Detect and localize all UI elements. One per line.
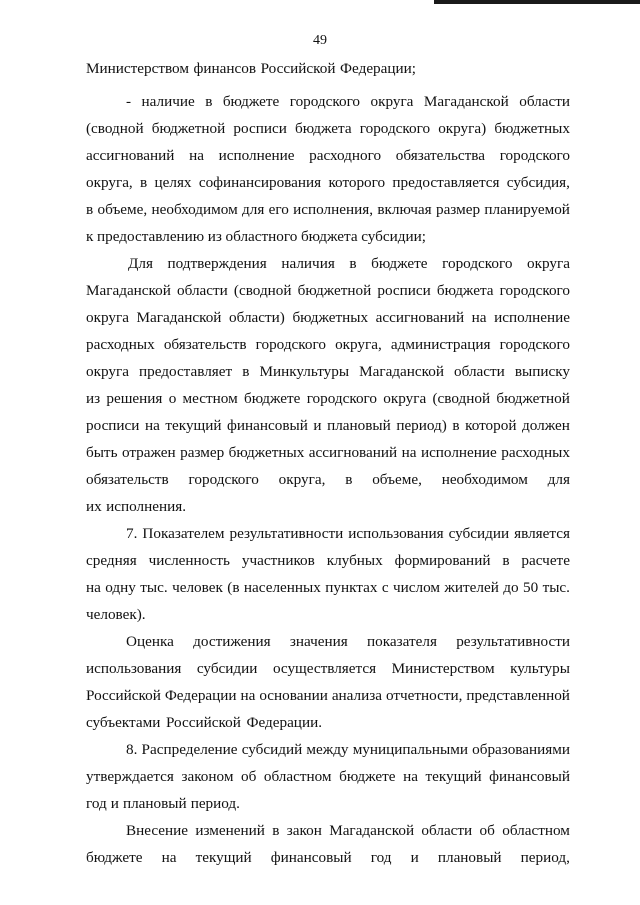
scan-edge-mark — [434, 0, 640, 4]
word: Российской — [165, 714, 241, 731]
word: на — [161, 849, 177, 866]
word: наличия — [281, 255, 335, 272]
word: обязательств — [163, 336, 247, 353]
word: расходных — [501, 444, 570, 461]
word: Министерством — [86, 60, 189, 77]
word: бюджета — [300, 228, 358, 245]
word: городского — [306, 390, 377, 407]
text-line — [126, 94, 570, 109]
word: предоставляет — [138, 363, 233, 380]
word: расходных — [86, 336, 155, 353]
word: Показателем — [142, 525, 225, 542]
word: муниципальными — [352, 741, 468, 758]
word: бюджете — [86, 849, 143, 866]
word: областного — [225, 228, 298, 245]
word: об — [240, 768, 257, 785]
word: в — [86, 201, 94, 218]
word: для — [547, 471, 570, 488]
word: Минкультуры — [259, 363, 350, 380]
word: Магаданской — [136, 309, 222, 326]
word: субъектами — [86, 714, 161, 731]
word: на — [144, 417, 160, 434]
word: жителей — [444, 579, 499, 596]
word: отражен — [121, 444, 176, 461]
word: Для — [128, 255, 153, 272]
word: - — [126, 93, 132, 110]
word: исполнение — [218, 147, 295, 164]
word: использования — [86, 660, 182, 677]
word: финансовый — [489, 768, 570, 785]
word: Российской — [86, 687, 161, 704]
text-line — [86, 499, 186, 514]
word: пунктах — [325, 579, 378, 596]
text-line — [126, 634, 570, 649]
word: обязательства — [395, 147, 486, 164]
word: использования — [348, 525, 444, 542]
word: обязательств — [86, 471, 169, 488]
word: финансовый — [270, 849, 352, 866]
word: культуры — [510, 660, 570, 677]
word: Внесение — [126, 822, 189, 839]
word: исполнения, — [293, 201, 374, 218]
word: и — [110, 795, 119, 812]
word: утверждается — [86, 768, 174, 785]
word: между — [306, 741, 349, 758]
word: округа) — [438, 120, 487, 137]
word: бюджете — [222, 93, 280, 110]
word: которой — [465, 417, 517, 434]
text-line — [86, 283, 570, 298]
text-line — [126, 742, 570, 757]
text-line — [86, 769, 570, 784]
word: субсидии — [196, 660, 258, 677]
word: образованиями — [472, 741, 570, 758]
word: субсидии — [448, 525, 510, 542]
word: расчете — [521, 552, 570, 569]
text-line — [86, 364, 570, 379]
word: бюджета — [436, 282, 494, 299]
word: к — [86, 228, 94, 245]
word: городского — [499, 147, 570, 164]
word: (сводной — [233, 282, 292, 299]
text-line — [86, 796, 240, 811]
word: тыс. — [140, 579, 168, 596]
text-line — [86, 850, 570, 865]
word: 8. — [126, 741, 138, 758]
word: ассигнований — [375, 309, 465, 326]
word: областном — [502, 822, 570, 839]
word: Магаданской — [423, 93, 509, 110]
word: субсидий — [241, 741, 303, 758]
word: его — [268, 201, 289, 218]
word: представленной — [466, 687, 570, 704]
word: средняя — [86, 552, 137, 569]
word: быть — [86, 444, 118, 461]
text-line — [86, 148, 570, 163]
word: в — [272, 822, 280, 839]
word: необходимом — [441, 471, 528, 488]
word: включая — [377, 201, 432, 218]
word: результативности — [229, 525, 344, 542]
word: плановый — [437, 849, 502, 866]
word: Магаданской — [359, 363, 444, 380]
word: отчетности, — [385, 687, 463, 704]
word: в — [242, 363, 250, 380]
text-line — [86, 661, 570, 676]
word: клубных — [326, 552, 383, 569]
word: о — [168, 390, 177, 407]
word: период) — [396, 417, 447, 434]
word: Магаданской — [329, 822, 415, 839]
word: расходного — [309, 147, 382, 164]
word: бюджетных — [228, 444, 305, 461]
word: округа — [383, 390, 427, 407]
word: на — [471, 309, 487, 326]
word: из — [207, 228, 222, 245]
word: показателя — [367, 633, 437, 650]
word: с — [381, 579, 389, 596]
word: предоставляется — [392, 174, 500, 191]
word: численность — [148, 552, 230, 569]
word: городского — [188, 471, 259, 488]
word: Магаданской — [86, 282, 171, 299]
word: решения — [106, 390, 163, 407]
word: (сводной — [432, 390, 491, 407]
word: на — [403, 768, 418, 785]
word: выписку — [514, 363, 570, 380]
word: из — [86, 390, 101, 407]
word: год — [86, 795, 107, 812]
text-line — [86, 445, 570, 460]
text-line — [86, 553, 570, 568]
word: результативности — [456, 633, 570, 650]
word: Министерством — [391, 660, 495, 677]
word: исполнение — [420, 444, 497, 461]
word: росписи — [233, 120, 287, 137]
word: в — [140, 174, 148, 191]
word: областном — [263, 768, 332, 785]
word: округа, — [278, 471, 326, 488]
word: плановый — [327, 417, 391, 434]
word: необходимом — [151, 201, 238, 218]
word: области — [177, 282, 228, 299]
word: в — [502, 552, 510, 569]
word: бюджета — [294, 120, 352, 137]
text-line — [86, 229, 426, 244]
word: бюджетных — [494, 120, 570, 137]
word: (в — [227, 579, 240, 596]
word: в — [452, 417, 460, 434]
word: участников — [241, 552, 315, 569]
word: в — [349, 255, 357, 272]
word: их — [86, 498, 102, 515]
word: бюджетных — [292, 309, 369, 326]
text-line — [86, 61, 416, 76]
word: области — [519, 93, 570, 110]
word: человек — [172, 579, 223, 596]
word: предоставлению — [97, 228, 205, 245]
word: округа — [527, 255, 570, 272]
text-line — [86, 688, 570, 703]
word: Федерации. — [246, 714, 322, 731]
text-line — [86, 337, 570, 352]
text-line — [126, 526, 570, 541]
word: округа, — [86, 174, 133, 191]
word: до — [503, 579, 519, 596]
word: должен — [522, 417, 570, 434]
word: области) — [229, 309, 285, 326]
word: изменений — [195, 822, 265, 839]
word: бюджете — [339, 768, 396, 785]
word: числом — [392, 579, 440, 596]
word: в — [205, 93, 213, 110]
word: финансовый — [227, 417, 308, 434]
word: софинансирования — [198, 174, 322, 191]
word: исполнение — [494, 309, 570, 326]
word: ассигнований — [86, 147, 175, 164]
word: человек). — [86, 606, 146, 623]
word: подтверждения — [167, 255, 267, 272]
word: ассигнований — [308, 444, 398, 461]
word: росписи — [377, 282, 431, 299]
word: городского — [499, 336, 570, 353]
word: Российской — [260, 60, 336, 77]
text-line — [86, 418, 570, 433]
word: финансов — [193, 60, 257, 77]
word: округа, — [335, 336, 382, 353]
word: Оценка — [126, 633, 174, 650]
word: является — [514, 525, 570, 542]
word: для — [242, 201, 265, 218]
text-line — [86, 715, 322, 730]
text-line — [128, 256, 570, 271]
text-line — [126, 823, 570, 838]
word: одну — [105, 579, 136, 596]
word: объеме, — [97, 201, 148, 218]
text-line — [86, 472, 570, 487]
word: наличие — [141, 93, 195, 110]
word: целях — [154, 174, 192, 191]
word: 7. — [126, 525, 138, 542]
word: бюджетной — [496, 390, 570, 407]
word: закон — [286, 822, 322, 839]
word: населенных — [243, 579, 321, 596]
word: росписи — [86, 417, 140, 434]
word: округа — [86, 309, 129, 326]
word: осуществляется — [272, 660, 377, 677]
word: объеме, — [372, 471, 422, 488]
word: 50 — [523, 579, 539, 596]
text-line — [86, 580, 570, 595]
text-line — [86, 310, 570, 325]
word: исполнения. — [106, 498, 186, 515]
word: планируемой — [484, 201, 570, 218]
word: период. — [190, 795, 240, 812]
text-line — [86, 391, 570, 406]
word: городского — [289, 93, 361, 110]
text-line — [86, 121, 570, 136]
word: субсидия, — [506, 174, 570, 191]
word: и — [313, 417, 322, 434]
text-line — [86, 175, 570, 190]
word: год — [370, 849, 392, 866]
word: на — [240, 687, 256, 704]
word: округа — [86, 363, 129, 380]
word: плановый — [122, 795, 187, 812]
word: достижения — [193, 633, 271, 650]
word: бюджете — [371, 255, 428, 272]
word: формирований — [394, 552, 491, 569]
word: бюджете — [243, 390, 301, 407]
word: местном — [182, 390, 238, 407]
word: субсидии; — [361, 228, 426, 245]
word: период, — [520, 849, 570, 866]
word: на — [189, 147, 204, 164]
page-number: 49 — [313, 33, 327, 48]
word: (сводной — [86, 120, 144, 137]
word: на — [401, 444, 417, 461]
word: которого — [328, 174, 386, 191]
word: основании — [259, 687, 328, 704]
word: области — [454, 363, 505, 380]
text-line — [86, 202, 570, 217]
word: тыс. — [542, 579, 570, 596]
word: анализа — [331, 687, 383, 704]
word: законом — [181, 768, 234, 785]
word: размер — [180, 444, 225, 461]
word: Федерации; — [340, 60, 416, 77]
word: размер — [435, 201, 481, 218]
word: текущий — [195, 849, 252, 866]
word: бюджетной — [297, 282, 372, 299]
word: городского — [359, 120, 431, 137]
word: администрация — [390, 336, 491, 353]
word: области — [421, 822, 473, 839]
word: городского — [499, 282, 570, 299]
word: Федерации — [164, 687, 237, 704]
word: Распределение — [141, 741, 238, 758]
text-line — [86, 607, 146, 622]
word: значения — [289, 633, 348, 650]
word: городского — [255, 336, 326, 353]
word: в — [345, 471, 353, 488]
word: бюджетной — [151, 120, 226, 137]
word: округа — [370, 93, 414, 110]
word: городского — [442, 255, 513, 272]
word: текущий — [425, 768, 482, 785]
word: об — [479, 822, 495, 839]
word: на — [86, 579, 101, 596]
word: и — [410, 849, 419, 866]
word: текущий — [165, 417, 222, 434]
